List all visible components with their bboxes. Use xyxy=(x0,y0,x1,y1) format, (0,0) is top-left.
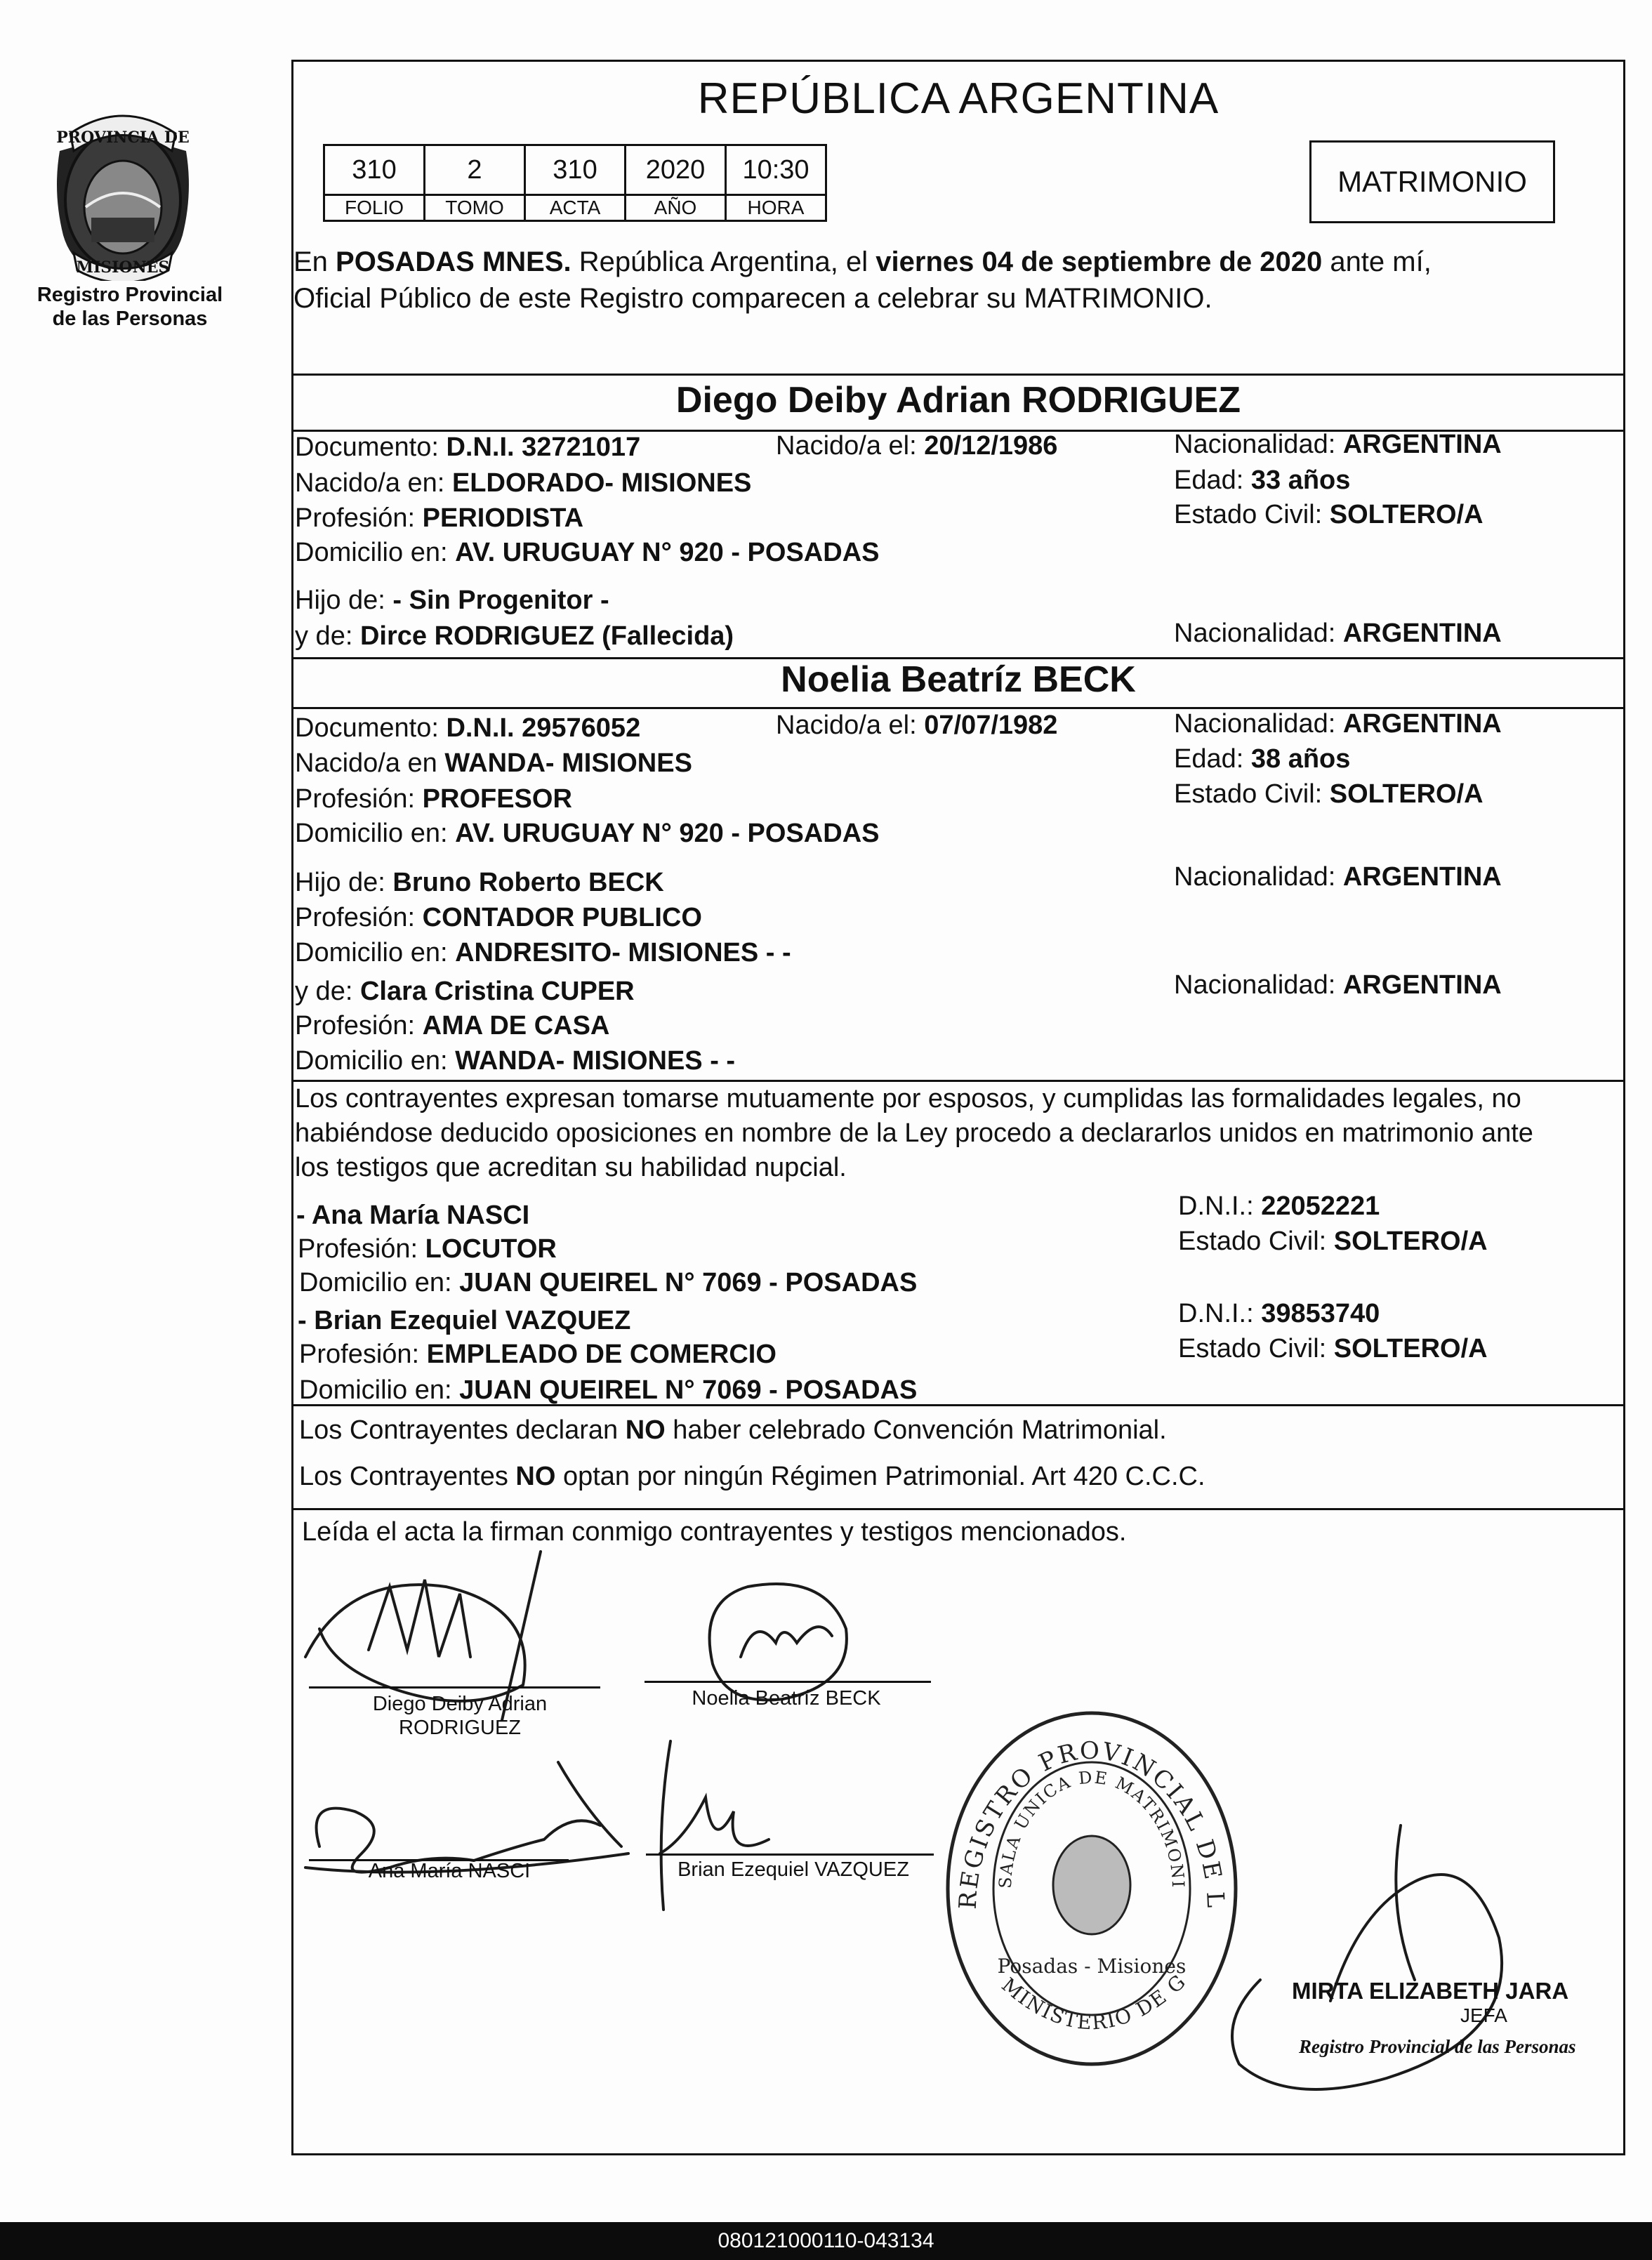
witness1-civil-status: Estado Civil: SOLTERO/A xyxy=(1178,1227,1488,1256)
tomo-label: TOMO xyxy=(425,195,525,221)
spouse1-mother: y de: Dirce RODRIGUEZ (Fallecida) xyxy=(295,621,734,651)
anio-value: 2020 xyxy=(626,145,726,195)
witness2-dni: D.N.I.: 39853740 xyxy=(1178,1299,1380,1328)
spouse2-name: Noelia Beatríz BECK xyxy=(781,659,1136,700)
witness2-address: Domicilio en: JUAN QUEIREL N° 7069 - POSADAS xyxy=(299,1375,918,1405)
spouse2-profession: Profesión: PROFESOR xyxy=(295,784,572,814)
signature-caption-spouse2: Noelia Beatríz BECK xyxy=(692,1687,881,1710)
spouse2-father-address: Domicilio en: ANDRESITO- MISIONES - - xyxy=(295,938,791,967)
witness2-civil-status: Estado Civil: SOLTERO/A xyxy=(1178,1334,1488,1363)
svg-text:MISIONES: MISIONES xyxy=(76,258,170,277)
declaration-line-2: habiéndose deducido oposiciones en nombre de la Ley procedo a declararlos unidos en matrimonio ante xyxy=(295,1118,1533,1148)
official-role: JEFA xyxy=(1460,2004,1507,2026)
spouse2-father-profession: Profesión: CONTADOR PUBLICO xyxy=(295,903,702,932)
spouse2-father-nationality: Nacionalidad: ARGENTINA xyxy=(1174,862,1502,892)
spouse2-father: Hijo de: Bruno Roberto BECK xyxy=(295,868,664,897)
spouse2-civil-status: Estado Civil: SOLTERO/A xyxy=(1174,779,1484,809)
acta-value: 310 xyxy=(525,145,626,195)
signature-line-spouse1 xyxy=(309,1686,600,1689)
spouse1-birthdate: Nacido/a el: 20/12/1986 xyxy=(776,431,1058,461)
spouse1-birthplace: Nacido/a en: ELDORADO- MISIONES xyxy=(295,468,752,498)
spouse2-mother-nationality: Nacionalidad: ARGENTINA xyxy=(1174,970,1502,1000)
anio-label: AÑO xyxy=(626,195,726,221)
convention-line-1: Los Contrayentes declaran NO haber celebrado Convención Matrimonial. xyxy=(299,1415,1167,1445)
spouse2-mother: y de: Clara Cristina CUPER xyxy=(295,977,635,1006)
act-type-box: MATRIMONIO xyxy=(1309,140,1555,223)
signature-line-witness2 xyxy=(646,1853,934,1856)
spouse2-nationality: Nacionalidad: ARGENTINA xyxy=(1174,709,1502,739)
spouse2-document: Documento: D.N.I. 29576052 xyxy=(295,713,641,743)
witness1-address: Domicilio en: JUAN QUEIREL N° 7069 - POSADAS xyxy=(299,1268,918,1297)
province-logo xyxy=(42,102,204,284)
witness2-profession: Profesión: EMPLEADO DE COMERCIO xyxy=(299,1340,777,1369)
official-seal xyxy=(934,1706,1250,2075)
spouse2-age: Edad: 38 años xyxy=(1174,744,1351,774)
acta-label: ACTA xyxy=(525,195,626,221)
hora-value: 10:30 xyxy=(726,145,826,195)
witness2-name: - Brian Ezequiel VAZQUEZ xyxy=(298,1306,631,1335)
spouse2-address: Domicilio en: AV. URUGUAY N° 920 - POSADAS xyxy=(295,819,880,848)
document-code-bar: 080121000110-043134 xyxy=(0,2222,1652,2260)
folio-value: 310 xyxy=(324,145,425,195)
divider xyxy=(291,374,1625,376)
intro-line-2: Oficial Público de este Registro comparecen a celebrar su MATRIMONIO. xyxy=(293,283,1212,314)
spouse1-mother-nationality: Nacionalidad: ARGENTINA xyxy=(1174,619,1502,648)
spouse1-civil-status: Estado Civil: SOLTERO/A xyxy=(1174,500,1484,529)
declaration-line-3: los testigos que acreditan su habilidad nupcial. xyxy=(295,1153,847,1182)
signature-line-spouse2 xyxy=(645,1681,931,1683)
register-table xyxy=(323,144,827,222)
tomo-value: 2 xyxy=(425,145,525,195)
spouse2-mother-address: Domicilio en: WANDA- MISIONES - - xyxy=(295,1046,736,1076)
signature-caption-witness1: Ana María NASCI xyxy=(368,1860,531,1882)
official-name: MIRTA ELIZABETH JARA xyxy=(1292,1978,1569,2004)
witness1-profession: Profesión: LOCUTOR xyxy=(298,1234,557,1264)
hora-label: HORA xyxy=(726,195,826,221)
witness1-dni: D.N.I.: 22052221 xyxy=(1178,1191,1380,1221)
svg-text:Posadas - Misiones: Posadas - Misiones xyxy=(997,1955,1187,1978)
declaration-line-1: Los contrayentes expresan tomarse mutuamente por esposos, y cumplidas las formalidades legales, no xyxy=(295,1084,1521,1114)
signature-caption-spouse1: Diego Deiby Adrian RODRIGUEZ xyxy=(372,1693,548,1739)
spouse1-document: Documento: D.N.I. 32721017 xyxy=(295,432,641,462)
folio-label: FOLIO xyxy=(324,195,425,221)
spouse1-age: Edad: 33 años xyxy=(1174,465,1351,495)
spouse2-birthplace: Nacido/a en WANDA- MISIONES xyxy=(295,748,692,778)
spouse2-mother-profession: Profesión: AMA DE CASA xyxy=(295,1011,610,1040)
spouse1-father: Hijo de: - Sin Progenitor - xyxy=(295,586,609,615)
signature-caption-witness2: Brian Ezequiel VAZQUEZ xyxy=(678,1858,909,1881)
closing-statement: Leída el acta la firman conmigo contrayentes y testigos mencionados. xyxy=(302,1517,1127,1547)
official-office: Registro Provincial de las Personas xyxy=(1299,2036,1576,2057)
svg-text:MINISTERIO DE GOBIERNO: MINISTERIO DE G xyxy=(997,1969,1191,2035)
spouse1-name: Diego Deiby Adrian RODRIGUEZ xyxy=(675,380,1241,421)
intro-line-1: En POSADAS MNES. República Argentina, el viernes 04 de septiembre de 2020 ante mí, xyxy=(293,246,1432,277)
divider xyxy=(291,1508,1625,1510)
page-title: REPÚBLICA ARGENTINA xyxy=(697,74,1220,123)
spouse2-birthdate: Nacido/a el: 07/07/1982 xyxy=(776,711,1058,740)
spouse1-address: Domicilio en: AV. URUGUAY N° 920 - POSADAS xyxy=(295,538,880,567)
svg-text:REGISTRO PROVINCIAL DE LAS PER: REGISTRO PROVINCIAL DE L xyxy=(953,1736,1230,1910)
spouse1-nationality: Nacionalidad: ARGENTINA xyxy=(1174,430,1502,459)
witness1-name: - Ana María NASCI xyxy=(296,1201,530,1230)
convention-line-2: Los Contrayentes NO optan por ningún Régimen Patrimonial. Art 420 C.C.C. xyxy=(299,1462,1205,1491)
svg-text:PROVINCIA DE: PROVINCIA DE xyxy=(56,128,190,147)
institution-caption: Registro Provincial de las Personas xyxy=(37,284,223,330)
spouse1-profession: Profesión: PERIODISTA xyxy=(295,503,584,533)
svg-text:SALA UNICA DE MATRIMONIOS: SALA UNICA DE MATRIMONI xyxy=(995,1767,1189,1889)
